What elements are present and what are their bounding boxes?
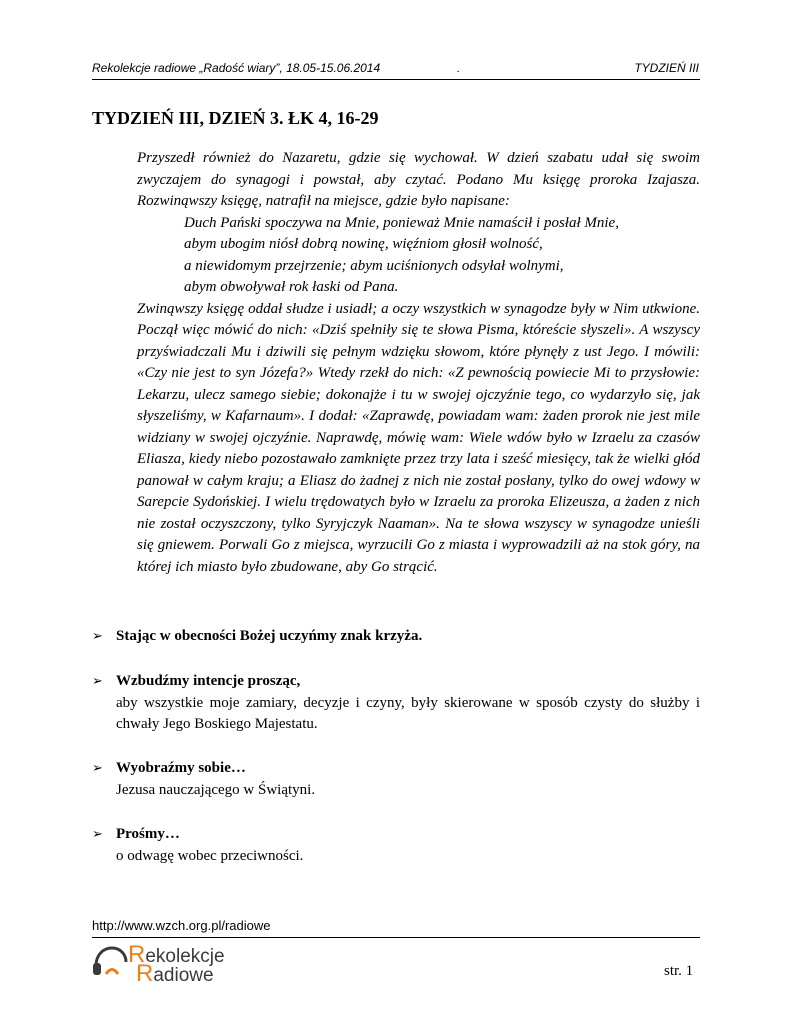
header-dot: . [457,61,461,75]
gospel-quotation [137,213,700,299]
bullet-body: aby wszystkie moje zamiary, decyzje i czyny, były skierowane w sposób czysty do służby i chwały Jego Boskiego Majestatu. [116,694,700,732]
header-series-title: Rekolekcje radiowe „Radość wiary”, 18.05-15.06.2014 [92,61,381,75]
page-title: TYDZIEŃ III, DZIEŃ 3. ŁK 4, 16-29 [92,108,379,128]
header-divider [92,79,700,80]
gospel-passage [137,148,700,578]
headphones-icon [92,946,132,978]
bullet-ask [92,824,700,867]
bullet-heading: Wzbudźmy intencje prosząc, [116,673,301,689]
page-number: str. 1 [664,963,694,979]
logo-text-1: ekolekcje [145,946,225,967]
logo-line-2 [136,960,214,988]
quotation-line: a niewidomym przejrzenie; abym uciśnionych odsyłał wolnymi, [184,257,564,274]
bullet-body: o odwagę wobec przeciwności. [116,847,304,864]
bullet-heading: Stając w obecności Bożej uczyńmy znak krzyża. [116,628,423,644]
logo-text-2: adiowe [153,965,214,986]
rekolekcje-radiowe-logo [92,940,252,987]
bullet-imagine [92,758,700,801]
bullet-intentions [92,671,700,736]
logo-cap-1: R [128,941,146,968]
arrow-bullet-icon: ➢ [92,674,103,689]
quotation-line: abym ubogim niósł dobrą nowinę, więźniom głosił wolność, [184,236,543,252]
running-header [92,59,699,77]
footer-divider [92,937,700,938]
arrow-bullet-icon: ➢ [92,761,103,776]
bullet-sign-of-cross [92,626,700,648]
gospel-rest: Zwinąwszy księgę oddał słudze i usiadł; a oczy wszystkich w synagodze były w Nim utkwione. Począł więc mówić do nich: «Dziś spełniły się te słowa Pisma, któreście słyszeli». A wszyscy przyświadczali Mu i dziwili się pełnym wdzięku słowom, które płynęły z ust Jego. I mówili: «Czy nie jest to syn Józefa?» Wtedy rzekł do nich: «Z pewnością powiecie Mi to przysłowie: Lekarzu, ulecz samego siebie; dokonajże i tu w swojej ojczyźnie tego, co wydarzyło się, jak słyszeliśmy, w Kafarnaum». I dodał: «Zaprawdę, powiadam wam: żaden prorok nie jest mile widziany w swojej ojczyźnie. Naprawdę, mówię wam: Wiele wdów było w Izraelu za czasów Eliasza, kiedy niebo pozostawało zamknięte przez trzy lata i sześć miesięcy, tak że wielki głód panował w całym kraju; a Eliasz do żadnej z nich nie został posłany, tylko do owej wdowy w Sarepcie Sydońskiej. I wielu trędowatych było w Izraelu za proroka Elizeusza, a żaden z nich nie został oczyszczony, tylko Syryjczyk Naaman». Na te słowa wszyscy w synagodze unieśli się gniewem. Porwali Go z miejsca, wyrzucili Go z miasta i wyprowadzili aż na stok góry, na której ich miasto było zbudowane, aby Go strącić. [137,300,700,575]
bullet-body: Jezusa nauczającego w Świątyni. [116,781,316,798]
bullet-heading: Wyobraźmy sobie… [116,760,246,776]
arrow-bullet-icon: ➢ [92,827,103,842]
quotation-line: Duch Pański spoczywa na Mnie, ponieważ Mnie namaścił i posłał Mnie, [184,214,619,231]
bullet-heading: Prośmy… [116,826,180,842]
arrow-bullet-icon: ➢ [92,629,103,644]
gospel-intro: Przyszedł również do Nazaretu, gdzie się wychował. W dzień szabatu udał się swoim zwyczajem do synagogi i powstał, aby czytać. Podano Mu księgę proroka Izajasza. Rozwinąwszy księgę, natrafił na miejsce, gdzie było napisane: [137,150,700,209]
quotation-line: abym obwoływał rok łaski od Pana. [184,279,399,295]
footer-url-link[interactable]: http://www.wzch.org.pl/radiowe [92,918,271,933]
logo-cap-2: R [136,960,154,987]
header-week: TYDZIEŃ III [634,61,699,75]
